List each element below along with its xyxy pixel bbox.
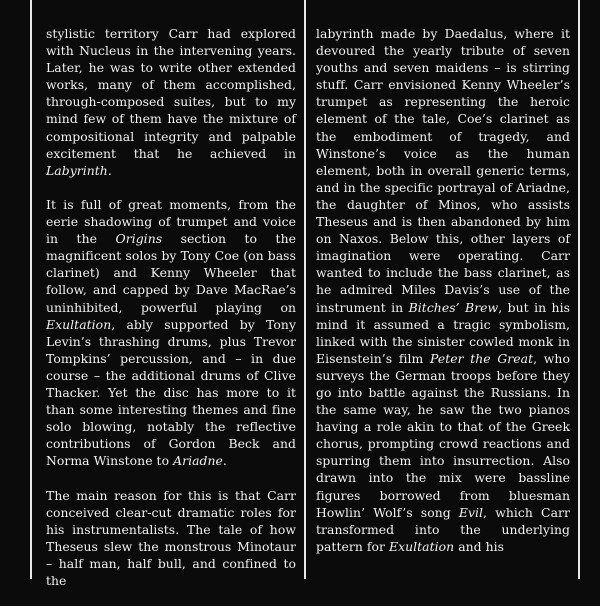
right-column-text <box>316 25 570 572</box>
paragraph-continued <box>316 25 570 555</box>
italic-title-labyrinth: Labyrinth <box>46 162 108 178</box>
text-run: , ably supported by Tony Levin’s thrashing drums, plus Trevor Tompkins’ percussion, and – in due course – the additional drums of Clive Thacker. Yet the disc has more to it than some interesting themes and fine solo blowing, notably the reflective contributions of Gordon Beck and Norma Winstone to <box>46 316 296 469</box>
paragraph-3 <box>46 487 296 590</box>
text-run: It is full of great moments, from the eerie shadowing of trumpet and voice in the <box>46 196 296 247</box>
paragraph-2 <box>46 196 296 470</box>
text-run: section to the magnificent solos by Tony Coe (on bass clarinet) and Kenny Wheeler that follow, and capped by Dave MacRae’s uninhibited, powerful playing on <box>46 231 296 315</box>
italic-title-origins: Origins <box>115 231 163 247</box>
text-run: , which Carr transformed into the underlying pattern for <box>316 504 570 554</box>
italic-title-ariadne: Ariadne <box>173 453 223 469</box>
italic-title-peter-the-great: Peter the Great <box>429 350 534 366</box>
text-run: . <box>222 453 227 469</box>
italic-title-evil: Evil <box>458 504 484 520</box>
right-column <box>304 0 580 579</box>
italic-title-exultation: Exultation <box>388 538 455 554</box>
paragraph-1 <box>46 25 296 179</box>
left-column-text <box>46 25 296 606</box>
text-run: , who surveys the German troops before they go into battle against the Russians. In the same way, he saw the two pianos having a role akin to that of the Greek chorus, prompting crowd reactions and spurring them into insurrection. Also drawn into the mix were bassline figures borrowed from bluesman Howlin’ Wolf’s song <box>316 350 570 520</box>
text-run: . <box>107 162 112 178</box>
italic-title-bitches-brew: Bitches’ Brew <box>408 299 499 315</box>
left-column <box>30 0 306 588</box>
text-run: stylistic territory Carr had explored with Nucleus in the intervening years. Later, he was to write other extended works, many of them accomplished, through-composed suites, but to my mind few of them have the mixture of compositional integrity and palpable excitement that he achieved in <box>46 26 296 161</box>
text-run: , but in his mind it assumed a tragic symbolism, linked with the sinister cowled monk in Eisenstein’s film <box>316 299 571 366</box>
italic-title-exultation: Exultation <box>46 316 112 332</box>
text-run: labyrinth made by Daedalus, where it devoured the yearly tribute of seven youths and seven maidens – is stirring stuff. Carr envisioned Kenny Wheeler’s trumpet as representing the heroic element of the tale, Coe’s clarinet as the embodiment of tragedy, and Winstone’s voice as the human element, both in overall generic terms, and in the specific portrayal of Ariadne, the daughter of Minos, who assists Theseus and is then abandoned by him on Naxos. Below this, other layers of imagination were operating. Carr wanted to include the bass clarinet, as he admired Miles Davis’s use of the instrument in <box>316 26 570 315</box>
text-run: and his <box>454 538 505 554</box>
text-run: The main reason for this is that Carr conceived clear-cut dramatic roles for his instrumentalists. The tale of how Theseus slew the monstrous Minotaur – half man, half bull, and confined to the <box>46 487 296 588</box>
